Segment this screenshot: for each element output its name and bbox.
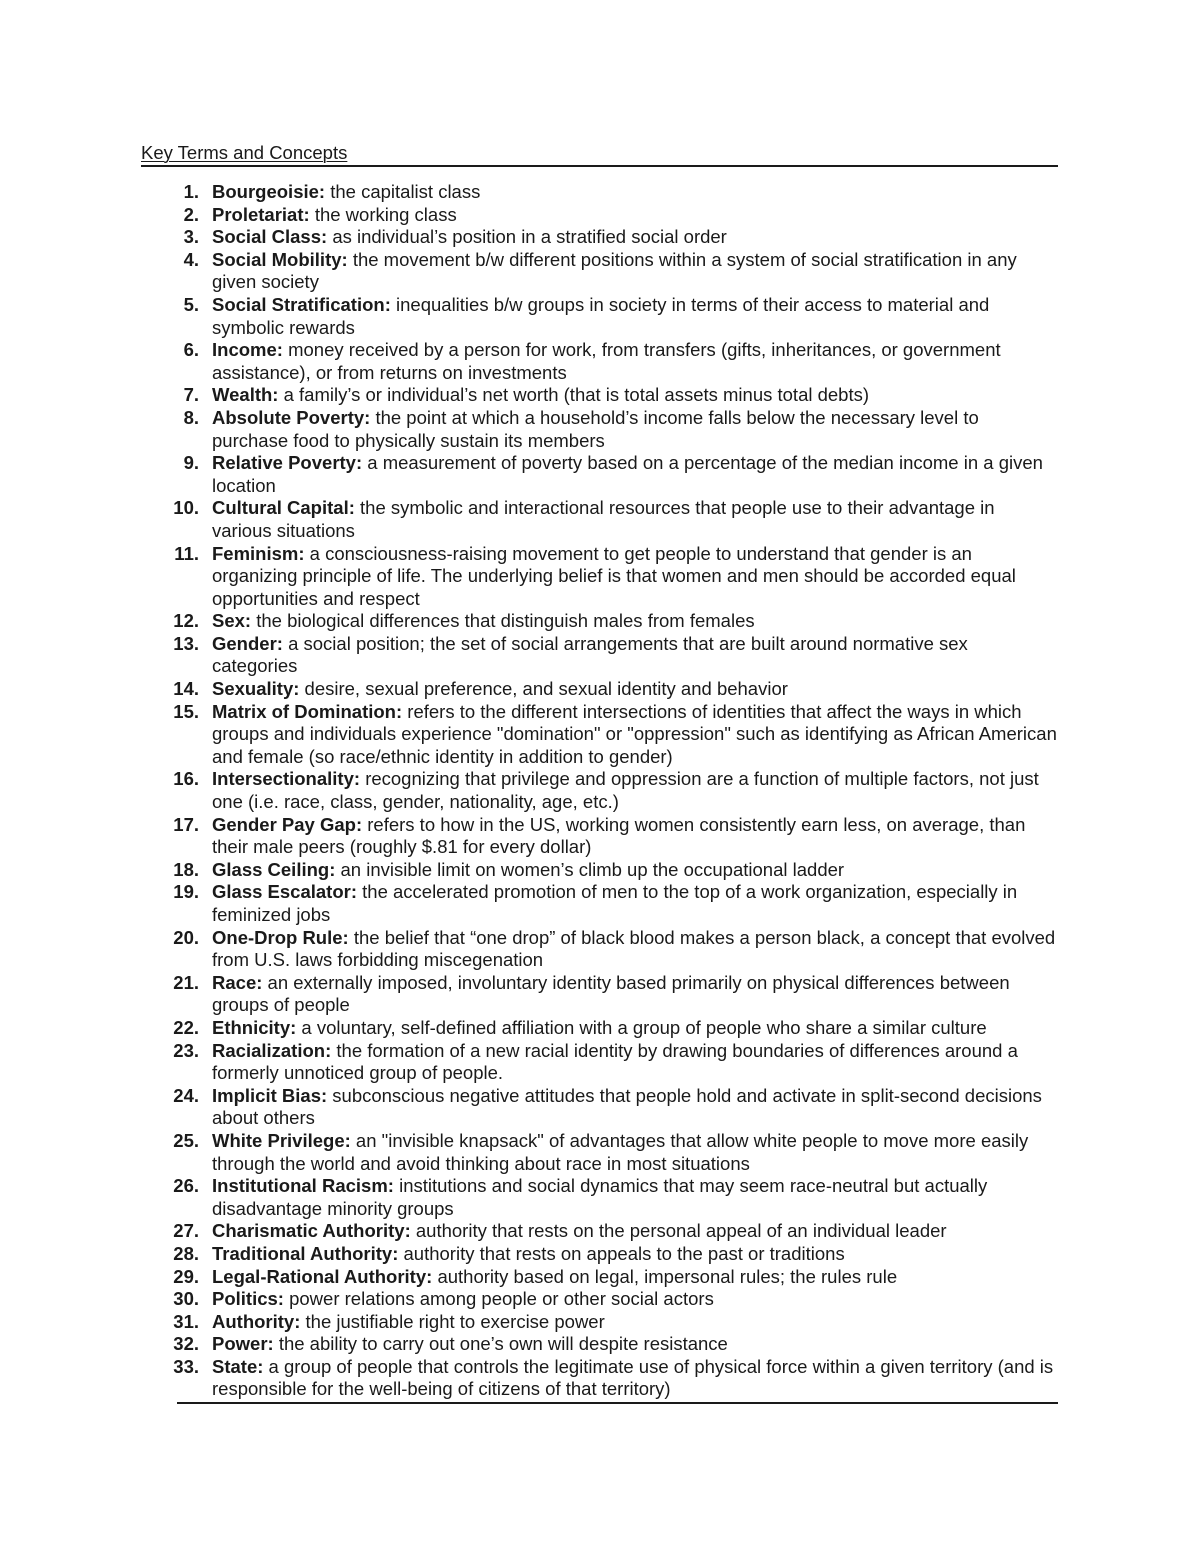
term-item <box>141 1085 1058 1130</box>
term-item <box>141 927 1058 972</box>
term-name: Feminism: <box>212 542 305 564</box>
term-item <box>141 972 1058 1017</box>
term-name: State: <box>212 1355 264 1377</box>
term-definition: the belief that “one drop” of black blood makes a person black, a concept that evolved from U.S. laws forbidding miscegenation <box>212 926 1056 971</box>
term-number: 5. <box>183 293 199 315</box>
term-number: 32. <box>173 1333 199 1355</box>
term-definition: refers to how in the US, working women consistently earn less, on average, than their male peers (roughly $.81 for every dollar) <box>212 813 1026 858</box>
term-number: 1. <box>183 181 199 202</box>
term-number: 21. <box>173 971 199 993</box>
term-definition: authority that rests on the personal appeal of an individual leader <box>415 1220 947 1242</box>
term-name: Gender Pay Gap: <box>212 813 363 835</box>
term-item <box>141 881 1058 926</box>
term-item <box>141 859 1058 882</box>
term-name: Authority: <box>212 1310 301 1332</box>
term-definition: a social position; the set of social arrangements that are built around normative sex categories <box>212 632 968 677</box>
term-name: Glass Escalator: <box>212 881 357 903</box>
term-definition: as individual’s position in a stratified social order <box>332 226 727 248</box>
term-item <box>141 610 1058 633</box>
term-name: Social Stratification: <box>212 293 391 315</box>
term-definition: an externally imposed, involuntary identity based primarily on physical differences between groups of people <box>212 971 1010 1016</box>
term-definition: the point at which a household’s income falls below the necessary level to purchase food to physically sustain its members <box>212 406 979 451</box>
term-name: Glass Ceiling: <box>212 858 336 880</box>
term-number: 18. <box>173 858 199 880</box>
term-item <box>141 1175 1058 1220</box>
term-name: Income: <box>212 339 283 361</box>
term-definition: the working class <box>314 203 457 225</box>
term-name: Relative Poverty: <box>212 452 363 474</box>
term-number: 12. <box>173 610 199 632</box>
term-definition: power relations among people or other social actors <box>289 1288 714 1310</box>
term-definition: the capitalist class <box>330 181 481 202</box>
term-item <box>141 768 1058 813</box>
term-definition: the ability to carry out one’s own will despite resistance <box>278 1333 728 1355</box>
term-number: 6. <box>183 339 199 361</box>
document-title: Key Terms and Concepts <box>141 142 348 163</box>
term-number: 3. <box>183 226 199 248</box>
term-item <box>141 1266 1058 1289</box>
term-item <box>141 204 1058 227</box>
term-definition: institutions and social dynamics that may seem race-neutral but actually disadvantage minority groups <box>212 1175 988 1219</box>
term-name: Legal-Rational Authority: <box>212 1265 433 1287</box>
term-name: Gender: <box>212 632 283 654</box>
term-item <box>141 1311 1058 1334</box>
term-definition: money received by a person for work, from transfers (gifts, inheritances, or government assistance), or from returns on investments <box>212 339 1001 383</box>
term-name: Institutional Racism: <box>212 1175 394 1197</box>
term-name: Ethnicity: <box>212 1016 297 1038</box>
term-definition: an "invisible knapsack" of advantages that allow white people to move more easily through the world and avoid thinking about race in most situations <box>212 1129 1029 1174</box>
term-number: 8. <box>183 406 199 428</box>
term-item <box>141 339 1058 384</box>
term-number: 2. <box>183 203 199 225</box>
term-item <box>141 181 1058 204</box>
term-name: Sex: <box>212 610 252 632</box>
term-definition: the symbolic and interactional resources that people use to their advantage in various situations <box>212 497 995 541</box>
term-definition: the movement b/w different positions within a system of social stratification in any given society <box>212 248 1017 293</box>
term-number: 29. <box>173 1265 199 1287</box>
term-definition: a voluntary, self-defined affiliation with a group of people who share a similar culture <box>301 1016 987 1038</box>
term-name: Intersectionality: <box>212 768 361 790</box>
term-name: Sexuality: <box>212 678 300 700</box>
term-definition: the accelerated promotion of men to the top of a work organization, especially in feminized jobs <box>212 881 1018 925</box>
term-number: 22. <box>173 1016 199 1038</box>
term-item <box>141 678 1058 701</box>
term-item <box>141 1017 1058 1040</box>
term-number: 10. <box>173 497 199 519</box>
term-name: Matrix of Domination: <box>212 700 403 722</box>
term-name: Absolute Poverty: <box>212 406 371 428</box>
term-name: Bourgeoisie: <box>212 181 326 202</box>
term-item <box>141 543 1058 611</box>
term-definition: desire, sexual preference, and sexual identity and behavior <box>304 678 788 700</box>
term-name: Cultural Capital: <box>212 497 355 519</box>
term-item <box>141 1288 1058 1311</box>
term-number: 11. <box>174 542 199 564</box>
term-item <box>141 814 1058 859</box>
title-rule <box>141 165 1058 167</box>
term-number: 16. <box>173 768 199 790</box>
term-number: 13. <box>173 632 199 654</box>
term-number: 24. <box>173 1084 199 1106</box>
term-name: White Privilege: <box>212 1129 351 1151</box>
term-number: 4. <box>183 248 199 270</box>
term-item <box>141 1356 1058 1401</box>
term-item <box>141 701 1058 769</box>
term-definition: a family’s or individual’s net worth (that is total assets minus total debts) <box>283 384 870 406</box>
term-definition: the formation of a new racial identity by drawing boundaries of differences around a formerly unnoticed group of people. <box>212 1039 1018 1084</box>
term-definition: recognizing that privilege and oppression are a function of multiple factors, not just one (i.e. race, class, gender, nationality, age, etc.) <box>212 768 1039 813</box>
term-name: Politics: <box>212 1288 284 1310</box>
term-definition: refers to the different intersections of identities that affect the ways in which groups and individuals experience "domination" or "oppression" such as identifying as African American and female (so race/ethnic identity in addition to gender) <box>212 700 1057 767</box>
term-item <box>141 633 1058 678</box>
term-name: Power: <box>212 1333 274 1355</box>
term-number: 33. <box>173 1355 199 1377</box>
term-definition: an invisible limit on women’s climb up the occupational ladder <box>340 858 845 880</box>
term-definition: inequalities b/w groups in society in terms of their access to material and symbolic rewards <box>212 293 990 338</box>
term-number: 9. <box>183 452 199 474</box>
term-number: 7. <box>183 384 199 406</box>
term-item <box>141 1220 1058 1243</box>
term-name: Race: <box>212 971 263 993</box>
term-definition: authority based on legal, impersonal rules; the rules rule <box>437 1265 898 1287</box>
bottom-rule <box>177 1402 1058 1404</box>
term-definition: a consciousness-raising movement to get people to understand that gender is an organizing principle of life. The underlying belief is that women and men should be accorded equal opportunities and respect <box>212 542 1016 609</box>
term-number: 23. <box>173 1039 199 1061</box>
term-definition: the biological differences that distinguish males from females <box>256 610 755 632</box>
term-definition: a measurement of poverty based on a percentage of the median income in a given location <box>212 452 1043 496</box>
term-number: 14. <box>173 678 199 700</box>
term-name: Social Class: <box>212 226 328 248</box>
term-number: 25. <box>173 1129 199 1151</box>
term-definition: subconscious negative attitudes that people hold and activate in split-second decisions about others <box>212 1084 1042 1129</box>
term-item <box>141 1040 1058 1085</box>
term-number: 19. <box>173 881 199 903</box>
term-definition: the justifiable right to exercise power <box>305 1310 605 1332</box>
term-name: Social Mobility: <box>212 248 348 270</box>
term-item <box>141 384 1058 407</box>
term-item <box>141 1333 1058 1356</box>
term-item <box>141 452 1058 497</box>
term-number: 27. <box>173 1220 199 1242</box>
term-item <box>141 407 1058 452</box>
term-name: Racialization: <box>212 1039 332 1061</box>
term-number: 26. <box>173 1175 199 1197</box>
term-number: 17. <box>173 813 199 835</box>
term-number: 15. <box>173 700 199 722</box>
term-number: 28. <box>173 1242 199 1264</box>
term-number: 20. <box>173 926 199 948</box>
term-name: Traditional Authority: <box>212 1242 399 1264</box>
term-name: Charismatic Authority: <box>212 1220 411 1242</box>
term-definition: authority that rests on appeals to the past or traditions <box>403 1242 845 1264</box>
term-definition: a group of people that controls the legitimate use of physical force within a given territory (and is responsible for the well-being of citizens of that territory) <box>212 1355 1054 1400</box>
term-item <box>141 1130 1058 1175</box>
term-item <box>141 249 1058 294</box>
term-name: Implicit Bias: <box>212 1084 328 1106</box>
term-number: 30. <box>173 1288 199 1310</box>
term-item <box>141 497 1058 542</box>
term-name: Proletariat: <box>212 203 310 225</box>
term-item <box>141 294 1058 339</box>
terms-list <box>141 181 1058 1401</box>
term-name: One-Drop Rule: <box>212 926 349 948</box>
term-number: 31. <box>173 1310 199 1332</box>
term-item <box>141 1243 1058 1266</box>
term-item <box>141 226 1058 249</box>
term-name: Wealth: <box>212 384 279 406</box>
